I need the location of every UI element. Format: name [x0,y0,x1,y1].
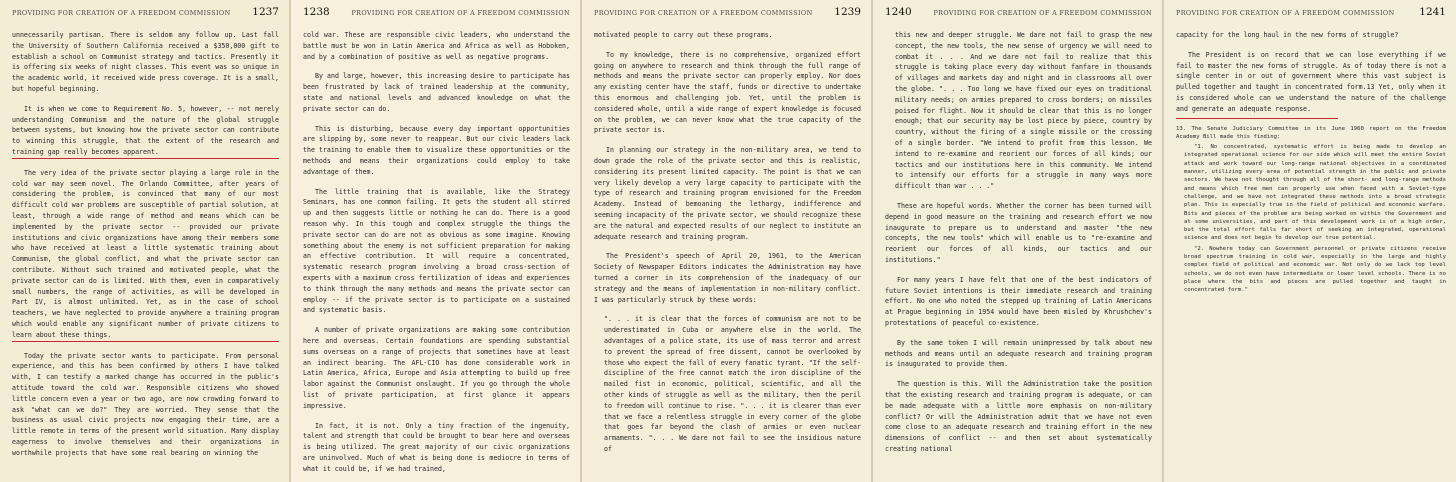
paragraph: unnecessarily partisan. There is seldom any follow up. Last fall the University of Southern California received a $350,000 gift to establish a school on Communist strategy and tactics. Presently it is offering six weeks of night classes. This event was so unique in the academic world, it received wide press coverage. It is a small, but hopeful beginning. [12,31,279,93]
footnote: 13. The Senate Judiciary Committee in its June 1960 report on the Freedom Academy Bill made this finding: [1176,125,1446,140]
page-1238 [291,0,582,482]
running-head: PROVIDING FOR CREATION OF A FREEDOM COMMISSION [1176,9,1395,17]
page-body [594,30,861,455]
paragraph: motivated people to carry out these programs. [594,31,773,39]
running-head: PROVIDING FOR CREATION OF A FREEDOM COMMISSION [933,9,1152,17]
page-1239 [582,0,873,482]
footnote-quote: "2. Nowhere today can Government personnel or private citizens receive broad spectrum training in cold war, especially in the large and highly complex field of political and economic war. Not only do we lack top level schools, we do not even have intermediate or lower level schools. There is no place where the bits and pieces are pulled together and taught in concentrated form." [1184,245,1446,294]
paragraph: To my knowledge, there is no comprehensive, organized effort going on anywhere to research and think through the full range of methods and means the private sector can properly employ. Nor does any existing center have the staff, funds or directive to undertake this enormous and challenging job. Yet, until the problem is considered whole, until a wide range of expert knowledge is focused on the problem, we can never know what the true capacity of the private sector is. [594,50,861,135]
page-header [594,6,861,20]
paragraph-underlined: It is when we come to Requirement No. 5, however, -- not merely understanding Communism and the nature of the global struggle between systems, but knowing how the private sector can contribute to winning this struggle, that the extent of the research and training gap really becomes apparent. [12,104,279,159]
page-body [303,30,570,474]
page-body [12,30,279,458]
paragraph: These are hopeful words. Whether the corner has been turned will depend in good measure on the training and research effort we now inaugurate to prepare us to understand and master "the new concepts, the new tools" which will enable us to "re-examine and reorient our forces of all kinds, our tactics and our institutions." [885,201,1152,264]
footnote-quote: "1. No concentrated, systematic effort is being made to develop an integrated operational science for our side which will meet the entire Soviet attack and work toward our long-range national objectives in a coordinated manner, utilizing every area of potential strength in the public and private sectors. We have not thought through all of the short- and long-range methods and means which free men can properly use when faced with a Soviet-type challenge, and we have not integrated these methods into a broad strategic plan. This is especially true in the field of political and economic warfare. Bits and pieces of the problem are being worked on within the Government and at some universities, and part of this development work is of a high order, but the total effort falls far short of seeking an integrated, operational science and does not begin to develop our true potential. [1184,144,1446,242]
paragraph: By and large, however, this increasing desire to participate has been frustrated by lack of trained leadership at the community, state and national levels and advanced knowledge on what the private sector can do. [303,72,570,113]
paragraph: In fact, it is not. Only a tiny fraction of the ingenuity, talent and strength that could be brought to bear here and overseas is being utilized. The great majority of our civic organizations are uninvolved. Much of what is being done is mediocre in terms of what it could be, if we had trained, [303,421,570,473]
paragraph-underlined: The very idea of the private sector playing a large role in the cold war may seem novel. The Orlando Committee, after years of considering the problem, is convinced that many of our most difficult cold war problems are susceptible of partial solution, at least, through a wide range of method and means which can be implemented by the private sector -- provided our private institutions and civic organizations have among their members some who have received at least a little systematic training about Communism, the global conflict, and what the private sector can contribute. Without such trained and motivated people, what the private sector can do is limited. With them, even in comparatively small numbers, the range of activities, as will be developed in Part IV, is almost unlimited. Yet, as in the case of school teachers, we have neglected to provide anywhere a training program which would enable any significant number of private citizens to learn about these things. [12,168,279,342]
paragraph: By the same token I will remain unimpressed by talk about new methods and means until an adequate research and training program is inaugurated to provide them. [885,338,1152,369]
page-header [303,6,570,20]
page-body [1176,30,1446,295]
page-1237 [0,0,291,482]
page-header [1176,6,1446,20]
paragraph: A number of private organizations are making some contribution here and overseas. Certain foundations are spending substantial sums overseas on a range of projects that sometimes have at least an indirect bearing. The AFL-CIO has done considerable work in Latin America, Africa, Europe and Asia attempting to build up free labor against the Communist onslaught. If you go through the whole list of private participation, at first glance it appears impressive. [303,326,570,410]
paragraph: For many years I have felt that one of the best indicators of future Soviet intentions is their immediate research and training effort. No one who noted the stepped up training of Latin Americans at Prague beginning in 1954 would have been misled by Khrushchev's protestations of peaceful co-existence. [885,275,1152,327]
paragraph: cold war. These are responsible civic leaders, who understand the battle must be won in Latin America and Africa as well as Hoboken, and by a combination of positive as well as negative programs. [303,31,570,61]
paragraph: capacity for the long haul in the new forms of struggle? [1176,31,1399,39]
page-header [12,6,279,20]
page-number: 1237 [252,6,279,18]
page-number: 1241 [1419,6,1446,18]
running-head: PROVIDING FOR CREATION OF A FREEDOM COMMISSION [594,9,813,17]
page-1240 [873,0,1164,482]
page-body [885,30,1152,455]
paragraph: Today the private sector wants to participate. From personal experience, and this has been confirmed by others I have talked with, I can testify a marked change has occurred in the public's attitude toward the cold war. Responsible citizens who showed little concern even a year or two ago, are now crowding forward to ask "what can we do?" They are worried. They sense that the business as usual civic projects now engaging their time, are a little remote in terms of the present world situation. Many display eagerness to involve themselves and their organizations in worthwhile projects that have some real bearing on winning the [12,351,279,457]
page-number: 1238 [303,6,330,18]
block-quote: ". . . it is clear that the forces of communism are not to be underestimated in Cuba or anywhere else in the world. The advantages of a police state, its use of mass terror and arrest to prevent the spread of free dissent, cannot be overlooked by those who expect the fall of every fanatic tyrant. "If the self-discipline of the free cannot match the iron discipline of the mailed fist in economic, political, scientific, and all the other kinds of struggle as well as the military, then the peril to freedom will continue to rise. ". . . it is clearer than ever that we face a relentless struggle in every corner of the globe that goes far beyond the clash of armies or even nuclear armaments. ". . . We dare not fail to see the insidious nature of [604,315,861,453]
paragraph: In planning our strategy in the non-military area, we tend to down grade the role of the private sector and this is realistic, considering its present limited capacity. The point is that we can very likely develop a very large capacity to participate with the type of research and training program envisioned for the Freedom Academy. Instead of bemoaning the lethargy, indifference and seeming incapacity of the private sector, we should recognize these are the natural and expected results of our neglect to institute an adequate research and training program. [594,146,861,241]
page-number: 1240 [885,6,912,18]
running-head: PROVIDING FOR CREATION OF A FREEDOM COMMISSION [351,9,570,17]
paragraph: The President is on record that we can lose everything if we fail to master the new forms of struggle. As of today there is not a single center in or out of government where this vast subject is pulled together and taught in concentrated form.13 Yet, only when it is considered whole can we understand the nature of the challenge and generate an adequate response. [1176,50,1446,113]
block-quote: this new and deeper struggle. We dare not fail to grasp the new concept, the new tools, the new sense of urgency we will need to combat it . . . And we dare not fail to realize that this struggle is taking place every day without fanfare in thousands of villages and markets day and night and in classrooms all over the globe. ". . . Too long we have fixed our eyes on traditional military needs; on armies prepared to cross borders; on missiles poised for flight. Now it should be clear that this is no longer enough; that our security may be lost piece by piece, country by country, without the firing of a single missile or the crossing of a single border. "We intend to profit from this lesson. We intend to re-examine and reorient our forces of all kinds; our tactics and our institutions here in this community. We intend to intensify our efforts for a struggle in many ways more difficult than war . . ." [895,31,1152,191]
running-head: PROVIDING FOR CREATION OF A FREEDOM COMMISSION [12,9,231,17]
page-number: 1239 [834,6,861,18]
page-header [885,6,1152,20]
paragraph: The little training that is available, like the Strategy Seminars, has one common failing. It gets the student all stirred up and then suggests little or nothing he can do. There is a good reason why. In this tough and complex struggle the things the private sector can do are not as obvious as some imagine. Knowing something about the enemy is not sufficient preparation for making an effective contribution. It will require a concentrated, systematic research program involving a broad cross-section of experts with a maximum cross fertilization of ideas and experiences to think through the many methods and means the private sector can employ -- if the private sector is to participate on a sustained and systematic basis. [303,187,570,315]
underline-mark [1176,118,1338,119]
page-1241 [1164,0,1456,482]
paragraph: This is disturbing, because every day important opportunities are slipping by, some never to reappear. But our civic leaders lack the training to enable them to visualize these opportunities or the methods and means their organizations could employ to take advantage of them. [303,124,570,176]
paragraph: The President's speech of April 20, 1961, to the American Society of Newspaper Editors indicates the Administration may have turned a corner in its comprehension of the inadequacy of our strategy and the means of implementation in non-military conflict. I was particularly struck by these words: [594,252,861,304]
paragraph: The question is this. Will the Administration take the position that the existing research and training program is adequate, or can be made adequate with a little more emphasis on non-military conflict? Or will the Administration admit that we have not even come close to an adequate research and training effort in the new dimensions of conflict -- and then set about systematically creating national [885,380,1152,453]
